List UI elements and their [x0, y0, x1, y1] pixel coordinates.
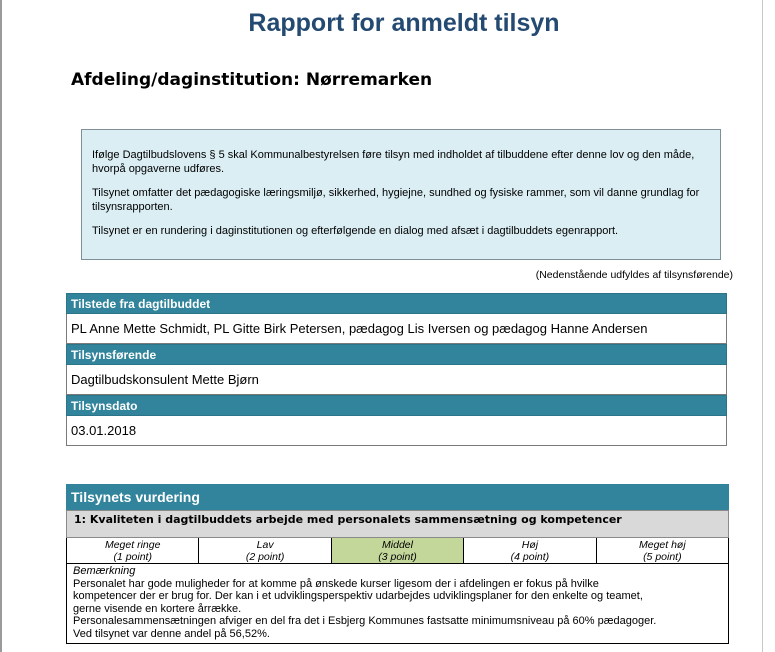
- comment-line: Ved tilsynet var denne andel på 56,52%.: [73, 627, 270, 640]
- page-border-right: [762, 0, 763, 652]
- comment-box: [66, 564, 729, 644]
- rating-option-points: (3 point): [378, 550, 417, 563]
- supervisor-label: Tilsynsførende: [66, 344, 727, 365]
- rating-option-points: (1 point): [113, 550, 152, 563]
- supervisor-value: Dagtilbudskonsulent Mette Bjørn: [66, 365, 727, 395]
- rating-option-label: Lav: [256, 539, 274, 551]
- rating-option: [596, 538, 728, 563]
- comment-line: Personalet har gode muligheder for at komme på ønskede kurser ligesom der i afdelingen er fokus på hvilke: [73, 577, 599, 590]
- rating-option: [198, 538, 330, 563]
- date-value: 03.01.2018: [66, 416, 727, 446]
- rating-option-points: (2 point): [245, 550, 285, 563]
- evaluation-heading: Tilsynets vurdering: [66, 484, 729, 510]
- comment-line: Personalesammensætningen afviger en del fra det i Esbjerg Kommunes fastsatte minimumsniveau på 60% pædagoger.: [73, 615, 657, 627]
- present-value: PL Anne Mette Schmidt, PL Gitte Birk Petersen, pædagog Lis Iversen og pædagog Hanne Andersen: [66, 314, 727, 344]
- rating-option-points: (5 point): [643, 550, 682, 563]
- inspection-meta-table: [66, 293, 727, 446]
- comment-line: kompetencer der er brug for. Der kan i et udviklingsperspektiv udarbejdes udviklingsplaner for den enkelte og teamet,: [73, 590, 643, 602]
- rating-option: [463, 538, 595, 563]
- rating-option-label: Middel: [382, 539, 413, 551]
- info-box: [81, 129, 721, 260]
- comment-line: gerne visende en kortere årrække.: [73, 602, 242, 615]
- info-paragraph: Tilsynet omfatter det pædagogiske læringsmiljø, sikkerhed, hygiejne, sundhed og fysiske rammer, som vil danne grundlag for tilsynsrapporten.: [92, 187, 700, 213]
- rating-option-label: Meget ringe: [104, 539, 161, 551]
- rating-option-label: Meget høj: [638, 539, 686, 551]
- rating-scale: [66, 538, 729, 564]
- criterion-title: 1: Kvaliteten i dagtilbuddets arbejde med personalets sammensætning og kompetencer: [66, 510, 729, 538]
- page-border-left: [0, 0, 2, 652]
- rating-option-label: Høj: [521, 539, 539, 551]
- evaluation-section: [66, 484, 729, 644]
- fill-in-note: (Nedenstående udfyldes af tilsynsførende): [535, 269, 733, 281]
- info-paragraph: Tilsynet er en rundering i daginstitutionen og efterfølgende en dialog med afsæt i dagtilbuddets egenrapport.: [92, 225, 619, 237]
- institution-heading: Afdeling/daginstitution: Nørremarken: [71, 70, 433, 90]
- info-paragraph: Ifølge Dagtilbudslovens § 5 skal Kommunalbestyrelsen føre tilsyn med indholdet af tilbuddene efter denne lov og den måde, hvorpå opgaverne udføres.: [92, 149, 695, 175]
- comment-label: Bemærkning: [73, 565, 136, 577]
- present-label: Tilstede fra dagtilbuddet: [66, 293, 727, 314]
- rating-option-points: (4 point): [510, 550, 550, 563]
- page-title: Rapport for anmeldt tilsyn: [248, 9, 560, 37]
- rating-option: [331, 538, 463, 563]
- rating-option: [67, 538, 198, 563]
- date-label: Tilsynsdato: [66, 395, 727, 416]
